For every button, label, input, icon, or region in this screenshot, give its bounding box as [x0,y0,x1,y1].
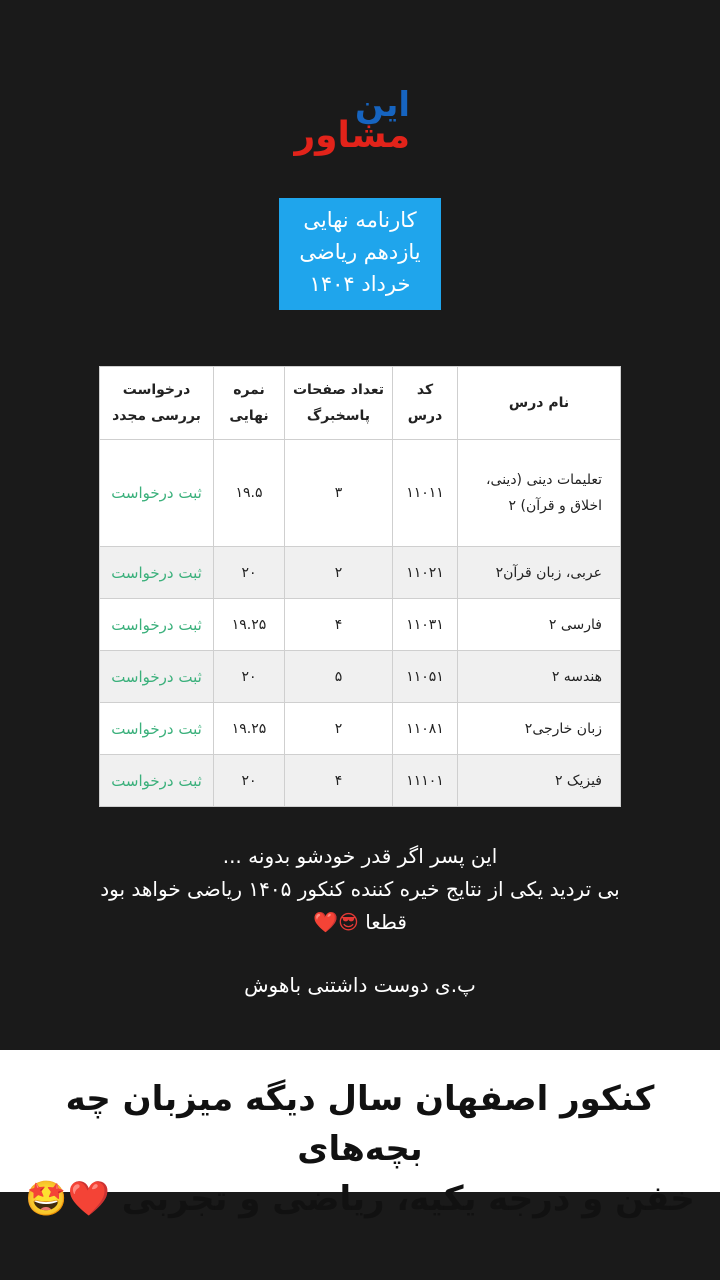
course-name: فیزیک ۲ [458,755,621,807]
title-line1: کارنامه نهایی [303,208,417,232]
final-grade: ۲۰ [214,547,285,599]
header-course-name: نام درس [458,367,621,440]
logo-line2: مشاور [294,115,410,156]
caption-line3-text: قطعا [365,910,407,934]
header-course-code: کد درس [393,367,458,440]
title-line3: خرداد ۱۴۰۴ [309,272,411,296]
review-request-link[interactable]: ثبت درخواست [100,703,214,755]
final-grade: ۱۹.۲۵ [214,599,285,651]
header-answer-pages: تعداد صفحات پاسخبرگ [285,367,393,440]
title-line2: یازدهم ریاضی [299,240,421,264]
table-row [100,440,621,547]
sunglasses-heart-emoji: 😎❤️ [313,910,359,934]
review-request-link[interactable]: ثبت درخواست [100,547,214,599]
course-code: ۱۱۰۱۱ [393,440,458,547]
banner-line2-text: خفن و درجه یکیه، ریاضی و تجربی [121,1179,695,1219]
review-request-link[interactable]: ثبت درخواست [100,599,214,651]
bottom-banner [0,1050,720,1219]
answer-pages: ۴ [285,599,393,651]
course-code: ۱۱۰۵۱ [393,651,458,703]
course-name: زبان خارجی۲ [458,703,621,755]
grades-table [99,366,621,807]
final-grade: ۲۰ [214,651,285,703]
banner-line2 [0,1174,720,1224]
course-code: ۱۱۰۳۱ [393,599,458,651]
caption-line1: این پسر اگر قدر خودشو بدونه ... [222,844,498,868]
report-card-title [279,198,441,310]
banner-line1: کنکور اصفهان سال دیگه میزبان چه بچه‌های [65,1079,655,1169]
course-name: فارسی ۲ [458,599,621,651]
final-grade: ۱۹.۵ [214,440,285,547]
header-review-request: درخواست بررسی مجدد [100,367,214,440]
review-request-link[interactable]: ثبت درخواست [100,651,214,703]
course-name: هندسه ۲ [458,651,621,703]
table-row [100,703,621,755]
answer-pages: ۲ [285,703,393,755]
brand-logo [294,85,420,158]
answer-pages: ۴ [285,755,393,807]
logo-line1: این [354,85,410,125]
caption-line2: بی تردید یکی از نتایج خیره کننده کنکور ۱۴۰۵ ریاضی خواهد بود [100,877,620,901]
table-header-row [100,367,621,440]
course-name: عربی، زبان قرآن۲ [458,547,621,599]
course-code: ۱۱۱۰۱ [393,755,458,807]
course-name: تعلیمات دینی (دینی، اخلاق و قرآن) ۲ [458,440,621,547]
review-request-link[interactable]: ثبت درخواست [100,755,214,807]
caption-ps: پ.ی دوست داشتنی باهوش [244,973,476,997]
table-row [100,651,621,703]
final-grade: ۲۰ [214,755,285,807]
review-request-link[interactable]: ثبت درخواست [100,440,214,547]
table-row [100,755,621,807]
caption-line3 [0,906,720,939]
heart-star-eyes-emoji: ❤️🤩 [25,1179,110,1219]
answer-pages: ۳ [285,440,393,547]
header-final-grade: نمره نهایی [214,367,285,440]
table-row [100,599,621,651]
table-row [100,547,621,599]
answer-pages: ۲ [285,547,393,599]
course-code: ۱۱۰۲۱ [393,547,458,599]
story-caption [0,840,720,1002]
course-code: ۱۱۰۸۱ [393,703,458,755]
final-grade: ۱۹.۲۵ [214,703,285,755]
answer-pages: ۵ [285,651,393,703]
